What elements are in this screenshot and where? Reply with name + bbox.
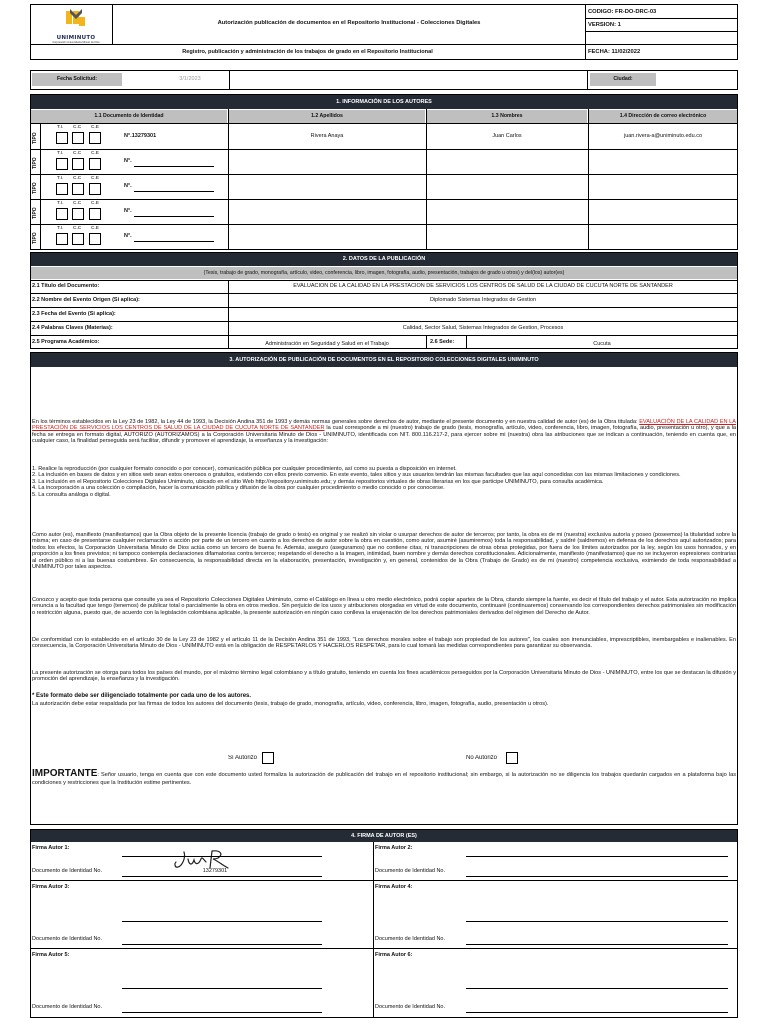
ce-checkbox[interactable] — [89, 132, 101, 144]
version: VERSIÓN: 1 — [588, 22, 621, 28]
si-autorizo-checkbox[interactable] — [262, 752, 274, 764]
section4-table — [30, 829, 738, 1018]
cc-checkbox[interactable] — [72, 183, 84, 195]
evento-label: 2.2 Nombre del Evento Origen (Si aplica): — [32, 297, 140, 303]
ce-checkbox[interactable] — [89, 158, 101, 170]
col-apellidos: 1.2 Apellidos — [229, 110, 425, 123]
ti-checkbox[interactable] — [56, 233, 68, 245]
ti-checkbox[interactable] — [56, 158, 68, 170]
no-autorizo-checkbox[interactable] — [506, 752, 518, 764]
apellidos[interactable]: Rivera Anaya — [310, 133, 344, 139]
obra-title-link[interactable]: EVALUACIÓN DE LA CALIDAD EN LA PRESTACIÓN DE SERVICIOS LOS CENTROS DE SALUD DE LA CIUDAD DE CUCUTA NORTE DE SANTANDER — [32, 419, 737, 432]
ti-checkbox[interactable] — [56, 183, 68, 195]
logo-mark-icon — [52, 8, 100, 30]
programa-value[interactable]: Administración en Seguridad y Salud en el Trabajo — [265, 341, 389, 347]
doc-number[interactable]: N°. — [124, 233, 132, 239]
paragraph-4: De conformidad con lo establecido en el artículo 30 de la Ley 23 de 1982 y el artículo 11 de la Decisión Andina 351 de 1993, "Los derechos morales sobre el trabajo son propiedad de los autores", los cuales son irrenunciables, imprescriptibles, inembargables e inalienables. En consecuencia, la Corporación Universitaria Minuto de Dios - UNIMINUTO está en la obligación de RESPETARLOS Y HACERLOS RESPETAR, para lo cual tomará las medidas correspondientes para garantizar su observancia. — [32, 637, 736, 650]
fecha-formato: FECHA: 11/02/2022 — [588, 49, 641, 55]
cc-checkbox[interactable] — [72, 132, 84, 144]
col-nombres: 1.3 Nombres — [427, 110, 587, 123]
paragraph-3: Conozco y acepto que toda persona que consulte ya sea el Repositorio Colecciones Digitales Uniminuto, como el Catálogo en línea u otro medio electrónico, podrá copiar apartes de la Obra, citando siempre la fuente, es decir el título del trabajo y el autor. Esta autorización no implica renuncia a la facultad que tengo (tenemos) de publicar total o parcialmente la obra en otros medios. Sin perjuicio de los usos y atribuciones otorgadas en virtud de este documento, continuaré (continuaremos) conservando los correspondientes derechos patrimoniales sin modificación o restricción alguna, puesto que, de acuerdo con la legislación colombiana aplicable, la presente autorización en ningún caso conlleva la enajenación de los derechos patrimoniales derivados del régimen del Derecho de Autor. — [32, 597, 736, 616]
ce-checkbox[interactable] — [89, 233, 101, 245]
important-note: IMPORTANTE: Señor usuario, tenga en cuenta que con este documento usted formaliza la autorización de publicación del trabajo en el repositorio institucional; sin embargo, si la autorización no se diligencia los trabajos quedarán cargados en a plataforma bajo las condiciones y restricciones que la Institución estime pertinentes. — [32, 768, 736, 786]
si-autorizo-label: Sí Autorizo — [228, 755, 258, 761]
fecha-solicitud-value[interactable]: 3/1/2023 — [179, 76, 201, 82]
section3-title: 3. AUTORIZACIÓN DE PUBLICACIÓN DE DOCUMENTOS EN EL REPOSITORIO COLECCIONES DIGITALES UNIMINUTO — [31, 353, 737, 367]
form-subtitle: Registro, publicación y administración de los trabajos de grado en el Repositorio Institucional — [182, 49, 433, 55]
ce-checkbox[interactable] — [89, 183, 101, 195]
doc-number[interactable]: N°.13279301 — [124, 133, 157, 139]
email[interactable]: juan.rivera-a@uniminuto.edu.co — [623, 133, 703, 139]
section2-subtitle: (Tesis, trabajo de grado, monografía, artículo, video, conferencia, libro, imagen, fotografía, audio, presentación, trabajos de grado u otros) y del(los) autor(es) — [31, 267, 737, 279]
section4-title: 4. FIRMA DE AUTOR (ES) — [31, 830, 737, 842]
palabras-claves-value[interactable]: Calidad, Sector Salud, Sistemas Integrados de Gestion, Procesos — [402, 325, 564, 331]
ce-checkbox[interactable] — [89, 208, 101, 220]
codigo: CÓDIGO: FR-DO-DRC-03 — [588, 9, 657, 15]
ciudad-label: Ciudad: — [590, 73, 656, 86]
programa-label: 2.5 Programa Académico: — [32, 339, 100, 345]
note: La autorización debe estar respaldada por las firmas de todos los autores del documento (tesis, trabajo de grado, monografía, artículo, video, conferencia, libro, imagen, fotografía, audio, presentación u otros). — [32, 701, 549, 707]
doc-number[interactable]: N°. — [124, 208, 132, 214]
cc-checkbox[interactable] — [72, 158, 84, 170]
note-bold: * Este formato debe ser diligenciado totalmente por cada uno de los autores. — [32, 693, 252, 699]
ti-checkbox[interactable] — [56, 132, 68, 144]
uniminuto-logo: UNIMINUTO Corporación Universitaria Minuto de Dios — [52, 8, 100, 42]
doc-number[interactable]: 13279301 — [202, 868, 228, 874]
sede-label: 2.6 Sede: — [430, 339, 455, 345]
titulo-label: 2.1 Título del Documento: — [32, 283, 100, 289]
cc-checkbox[interactable] — [72, 208, 84, 220]
paragraph-1: En los términos establecidos en la Ley 23 de 1982, la Ley 44 de 1993, la Decisión Andina 351 de 1993 y demás normas generales sobre derechos de autor, mediante el presente documento y en nuestra calidad de autor (es) de la Obra titulada: EVALUACIÓN DE LA CALIDAD EN LA PRESTACIÓN DE SERVICIOS LOS CENTROS DE SALUD DE LA CIUDAD DE CUCUTA NORTE DE SANTANDER la cual corresponde a mi (nuestro) trabajo de grado (tesis, monografía, artículo, video, conferencia, libro, imagen, fotografía, audio, presentación u otro), y que a la fecha se entrega en formato digital, AUTORIZO (AUTORIZAMOS) a la Corporación Universitaria Minuto de Dios - UNIMINUTO, identificada con NIT. 800.116.217-2, para ejercer sobre mi (nuestra) obra las atribuciones que se indican a continuación, teniendo en cuenta que, en cualquier caso, la finalidad perseguida será facilitar, difundir y promover el aprendizaje, la enseñanza y la investigación: — [32, 419, 737, 445]
cc-checkbox[interactable] — [72, 233, 84, 245]
paragraph-2: Como autor (es), manifiesto (manifestamos) que la Obra objeto de la presente licencia (trabajo de grado o tesis) es original y se realizó sin violar o usurpar derechos de autor de terceros; por tanto, la obra es de mi (nuestra) exclusiva autoría y poseo (poseemos) la titularidad sobre la misma; en caso de presentarse cualquier reclamación o acción por parte de un tercero en cuanto a los derechos de autor sobre la obra en cuestión, como autor, asumiré (asumiremos) toda la responsabilidad, y saldré (saldremos) en defensa de los derechos aquí autorizados; para todos los efectos, la Corporación Universitaria Minuto de Dios actúa como un tercero de buena fe. Además, aseguro (aseguramos) que no contiene citas, ni transcripciones de otras obras protegidas, por fuera de los límites autorizados por la ley, según los usos honrados, y en proporción a los fines previstos; ni tampoco contempla declaraciones difamatorias contra terceros; respetando el derecho a la imagen, intimidad, buen nombre y demás derechos constitucionales. Adicionalmente, manifiesto (manifestamos) que no se incluyeron expresiones contrarias al orden público ni a las buenas costumbres. En consecuencia, la responsabilidad directa en la elaboración, presentación, investigación y, en general, contenidos de la Obra (Trabajo de Grado) es de mi (nuestro) competencia exclusiva, eximiendo de toda responsabilidad a UNIMINUTO por tales aspectos. — [32, 532, 736, 571]
doc-number[interactable]: N°. — [124, 183, 132, 189]
titulo-value[interactable]: EVALUACIÓN DE LA CALIDAD EN LA PRESTACIÓN DE SERVICIOS LOS CENTROS DE SALUD DE LA CIUDAD DE CUCUTA NORTE DE SANTANDER — [293, 283, 673, 289]
paragraph-5: La presente autorización se otorga para todos los países del mundo, por el máximo término legal colombiano y a título gratuito, teniendo en cuenta los fines académicos perseguidos por la Corporación Universitaria Minuto de Dios - UNIMINUTO, entre los que se destacan la difusión y promoción del aprendizaje, la enseñanza y la investigación. — [32, 670, 736, 683]
fecha-solicitud-label: Fecha Solicitud: — [32, 73, 122, 86]
authorization-list: 1. Realice la reproducción (por cualquier formato conocido o por conocer), comunicación pública por cualquier procedimiento, así como su puesta a disposición en internet. 2. La inclusión en bases de datos y en sitios web sean estos onerosos o gratuitos, existiendo con ellos previo convenio. En este evento, tales sitios y sus usuarios tendrán las mismas facultades que las aquí concedidas con las mismas limitaciones y condiciones. 3. La inclusión en el Repositorio Colecciones Digitales Uniminuto, ubicado en el sitio Web http://repository.uniminuto.edu; y demás repositorios virtuales de obras literarias en los que participe UNIMINUTO, para consulta académica. 4. La incorporación a una colección o compilación, hacer la comunicación pública y difusión de la obra por cualquier procedimiento o medio conocido o por conocerse. 5. La consulta análoga o digital. — [32, 466, 681, 498]
form-title: Autorización publicación de documentos en el Repositorio Institucional - Colecciones Digitales — [217, 20, 481, 26]
col-documento: 1.1 Documento de Identidad — [31, 110, 227, 123]
sede-value[interactable]: Cucuta — [593, 341, 611, 347]
no-autorizo-label: No Autorizo — [466, 755, 498, 761]
col-email: 1.4 Dirección de correo electrónico — [589, 110, 737, 123]
doc-number[interactable]: N°. — [124, 158, 132, 164]
evento-value[interactable]: Diplomado Sistemas Integrados de Gestion — [429, 297, 537, 303]
section1-title: 1. INFORMACIÓN DE LOS AUTORES — [31, 95, 737, 109]
nombres[interactable]: Juan Carlos — [492, 133, 522, 139]
palabras-claves-label: 2.4 Palabras Claves (Materias): — [32, 325, 113, 331]
section2-title: 2. DATOS DE LA PUBLICACIÓN — [31, 253, 737, 266]
ti-checkbox[interactable] — [56, 208, 68, 220]
fecha-evento-label: 2.3 Fecha del Evento (Si aplica): — [32, 311, 116, 317]
